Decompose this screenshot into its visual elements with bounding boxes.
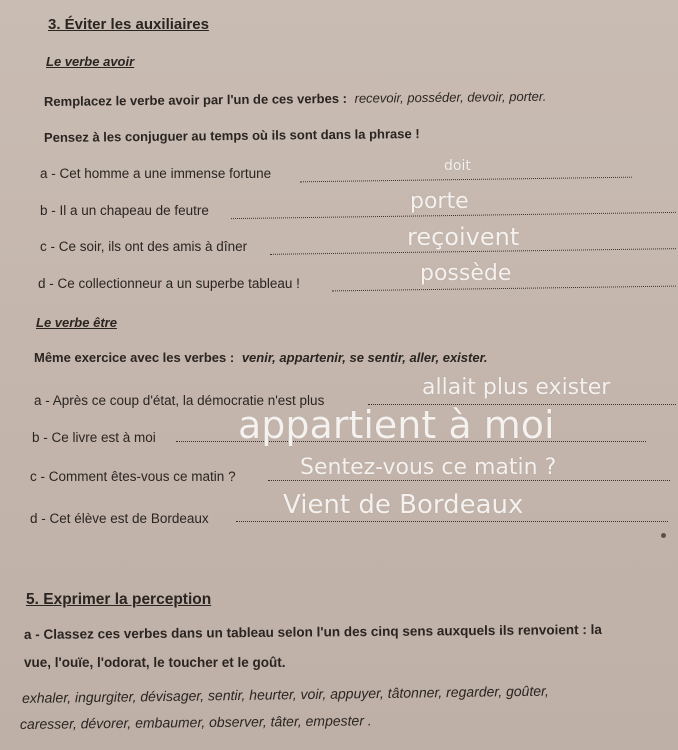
etre-instruction: [34, 350, 488, 365]
avoir-subtitle: Le verbe avoir: [46, 54, 135, 69]
etre-item-a-answer: allait plus exister: [422, 375, 611, 400]
etre-item-d-text: d - Cet élève est de Bordeaux: [30, 511, 209, 526]
section5-title: 5. Exprimer la perception: [26, 591, 212, 608]
etre-instruction-verbs: venir, appartenir, se sentir, aller, exister.: [241, 350, 488, 365]
answer-line: [236, 521, 668, 522]
section5-instruction-line1: a - Classez ces verbes dans un tableau selon l'un des cinq sens auxquels ils renvoient : la: [23, 621, 602, 642]
section5-verbs-line1: exhaler, ingurgiter, dévisager, sentir, heurter, voir, appuyer, tâtonner, regarder, goûter,: [21, 682, 549, 706]
etre-item-a-text: a - Après ce coup d'état, la démocratie n'est plus: [34, 393, 325, 408]
answer-line: [332, 286, 676, 292]
etre-subtitle: Le verbe être: [36, 315, 117, 330]
etre-item-b-text: b - Ce livre est à moi: [32, 430, 156, 445]
avoir-item-c-answer: reçoivent: [407, 223, 520, 251]
etre-item-c-answer: Sentez-vous ce matin ?: [300, 455, 557, 480]
avoir-item-d-answer: possède: [420, 261, 512, 286]
avoir-item-a-text: a - Cet homme a une immense fortune: [40, 166, 272, 181]
etre-item-d-answer: Vient de Bordeaux: [283, 490, 524, 520]
avoir-reminder: Pensez à les conjuguer au temps où ils sont dans la phrase !: [43, 126, 420, 145]
section5-verbs-line2: caresser, dévorer, embaumer, observer, tâter, empester .: [19, 712, 372, 732]
etre-item-b-answer: appartient à moi: [238, 403, 555, 447]
etre-instruction-main: Même exercice avec les verbes :: [34, 350, 235, 365]
section5-instruction-line2: vue, l'ouïe, l'odorat, le toucher et le goût.: [24, 655, 286, 670]
answer-line: [268, 480, 670, 481]
avoir-item-b-text: b - Il a un chapeau de feutre: [40, 203, 209, 218]
avoir-instruction: [44, 89, 546, 109]
paper-speck: [661, 533, 666, 538]
avoir-item-d-text: d - Ce collectionneur a un superbe tableau !: [38, 276, 300, 291]
answer-line: [300, 177, 632, 183]
avoir-item-c-text: c - Ce soir, ils ont des amis à dîner: [40, 239, 248, 254]
section3-title: 3. Éviter les auxiliaires: [48, 16, 209, 33]
avoir-item-b-answer: porte: [410, 189, 469, 214]
etre-item-c-text: c - Comment êtes-vous ce matin ?: [30, 469, 236, 484]
avoir-item-a-answer: doit: [444, 158, 471, 174]
avoir-instruction-main: Remplacez le verbe avoir par l'un de ces verbes :: [43, 90, 348, 109]
avoir-instruction-verbs: recevoir, posséder, devoir, porter.: [354, 88, 547, 106]
